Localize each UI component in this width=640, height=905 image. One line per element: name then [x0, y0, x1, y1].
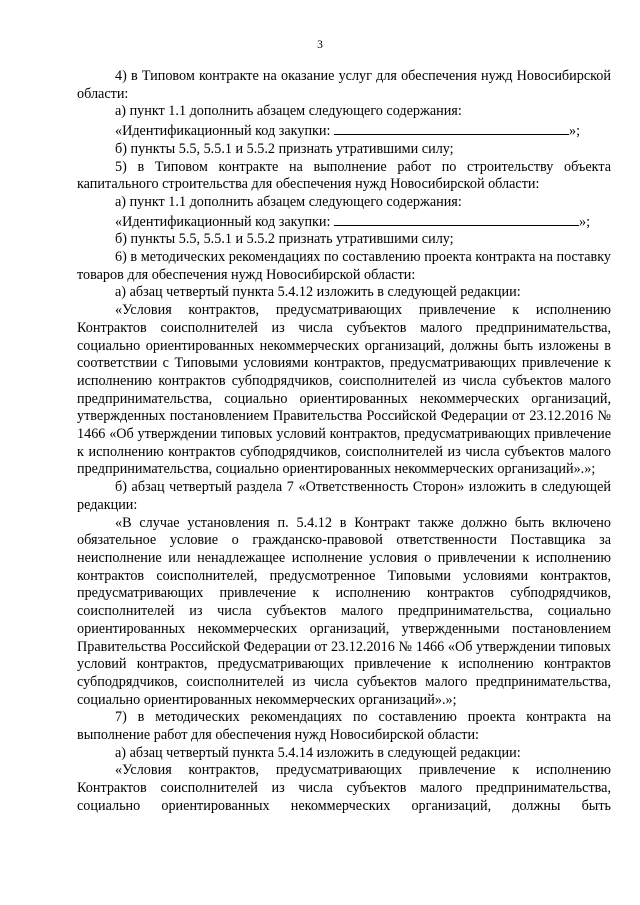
paragraph-item-6: 6) в методических рекомендациях по составлению проекта контракта на поставку товаров для обеспечения нужд Новосибирской области: [77, 249, 611, 283]
paragraph-item-4: 4) в Типовом контракте на оказание услуг для обеспечения нужд Новосибирской области: [77, 68, 611, 102]
paragraph-item-7: 7) в методических рекомендациях по составлению проекта контракта на выполнение работ для обеспечения нужд Новосибирской области: [77, 709, 611, 744]
blank-line [334, 212, 579, 226]
paragraph-quoted-text: «В случае установления п. 5.4.12 в Контракт также должно быть включено обязательное условие о гражданско-правовой ответственности Поставщика за неисполнение или ненадлежащее исполнение условия о привлечении к исполнению контрактов соисполнителей, предусмотренное Типовыми условиями контрактов, предусматривающих привлечение к исполнению контрактов субподрядчиков, соисполнителей из числа субъектов малого предпринимательства, социально ориентированных некоммерческих организаций, утвержденными постановлением Правительства Российской Федерации от 23.12.2016 № 1466 «Об утверждении типовых условий контрактов, предусматривающих привлечение к исполнению контрактов субподрядчиков, соисполнителей из числа субъектов малого предпринимательства, социально ориентированных некоммерческих организаций».»; [77, 514, 611, 708]
page-number: 3 [317, 39, 323, 51]
paragraph-subitem-a: а) абзац четвертый пункта 5.4.14 изложить в следующей редакции: [115, 744, 521, 761]
paragraph-quoted-text: «Условия контрактов, предусматривающих привлечение к исполнению Контрактов соисполнителей из числа субъектов малого предпринимательства, социально ориентированных некоммерческих организаций, должны быть изложены в соответствии с Типовыми условиями контрактов, предусматривающих привлечение к исполнению контрактов субподрядчиков, соисполнителей из числа субъектов малого предпринимательства, социально ориентированных некоммерческих организаций, утвержденных постановлением Правительства Российской Федерации от 23.12.2016 № 1466 «Об утверждении типовых условий контрактов, предусматривающих привлечение к исполнению контрактов субподрядчиков, соисполнителей из числа субъектов малого предпринимательства, социально ориентированных некоммерческих организаций».»; [77, 302, 611, 478]
paragraph-subitem-b: б) абзац четвертый раздела 7 «Ответственность Сторон» изложить в следующей редакции: [77, 479, 611, 513]
document-body [77, 68, 611, 816]
procurement-code-label: «Идентификационный код закупки: [115, 213, 335, 230]
procurement-code-label: «Идентификационный код закупки: [115, 123, 335, 140]
closing-quote: »; [579, 213, 591, 230]
paragraph-subitem-a: а) пункт 1.1 дополнить абзацем следующего содержания: [115, 103, 462, 120]
paragraph-subitem-a: а) абзац четвертый пункта 5.4.12 изложить в следующей редакции: [115, 284, 521, 301]
paragraph-quoted-text: «Условия контрактов, предусматривающих привлечение к исполнению Контрактов соисполнителей из числа субъектов малого предпринимательства, социально ориентированных некоммерческих организаций, должны быть [77, 762, 611, 814]
paragraph-subitem-a: а) пункт 1.1 дополнить абзацем следующего содержания: [115, 193, 462, 210]
blank-line [334, 121, 569, 135]
paragraph-subitem-b: б) пункты 5.5, 5.5.1 и 5.5.2 признать утратившими силу; [115, 231, 454, 248]
paragraph-subitem-b: б) пункты 5.5, 5.5.1 и 5.5.2 признать утратившими силу; [115, 140, 454, 157]
paragraph-procurement-code [77, 121, 611, 141]
closing-quote: »; [569, 123, 581, 140]
paragraph-procurement-code [77, 212, 611, 232]
paragraph-item-5: 5) в Типовом контракте на выполнение работ по строительству объекта капитального строительства для обеспечения нужд Новосибирской области: [77, 158, 611, 193]
